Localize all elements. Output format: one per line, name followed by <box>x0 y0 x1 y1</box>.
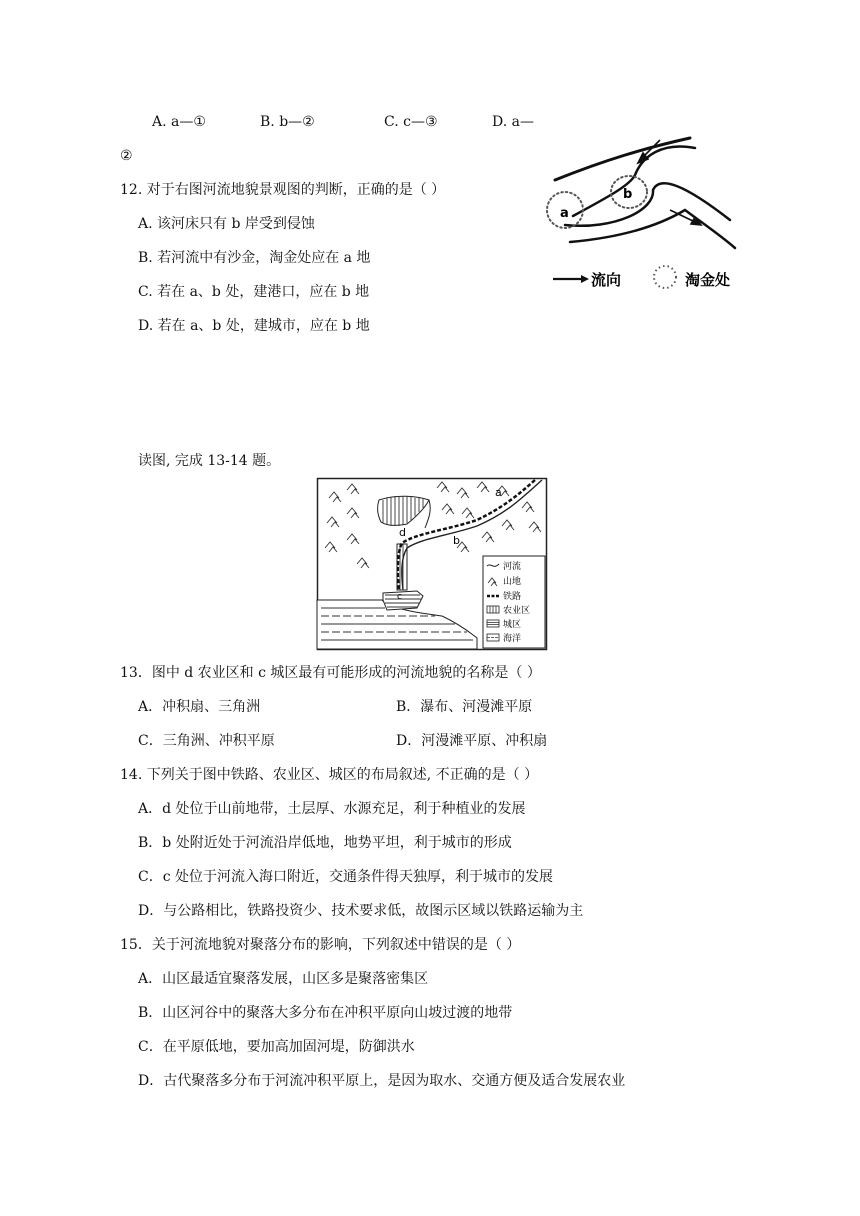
q11-option-b: B. b—② <box>260 114 315 130</box>
figure-label-a: a <box>560 206 569 221</box>
legend-mountain: 山地 <box>503 577 522 587</box>
legend-city: 城区 <box>503 620 522 630</box>
legend-flow-label: 流向 <box>591 271 622 289</box>
city-area-c <box>383 591 423 610</box>
q11-option-d: D. a— <box>492 114 534 130</box>
q15-option-c: C．在平原低地，要加高加固河堤，防御洪水 <box>138 1039 415 1055</box>
legend-gold-icon <box>654 266 676 288</box>
q12-option-a: A. 该河床只有 b 岸受到侵蚀 <box>138 216 315 232</box>
legend-agri: 农业区 <box>503 606 531 616</box>
q14-option-b: B．b 处附近处于河流沿岸低地，地势平坦，利于城市的形成 <box>138 835 512 851</box>
map-legend <box>483 556 545 648</box>
river-meander-figure <box>535 130 755 300</box>
river-bank-lower <box>570 210 735 248</box>
legend-ocean: 海洋 <box>503 634 522 644</box>
q15-stem: 15．关于河流地貌对聚落分布的影响，下列叙述中错误的是（ ） <box>120 937 521 953</box>
q14-option-a: A．d 处位于山前地带，土层厚、水源充足，利于种植业的发展 <box>138 801 526 817</box>
q15-option-d: D．古代聚落多分布于河流冲积平原上，是因为取水、交通方便及适合发展农业 <box>138 1073 626 1089</box>
q13-option-a: A．冲积扇、三角洲 <box>138 699 261 715</box>
q11-option-d-continued: ② <box>120 148 133 164</box>
section-intro: 读图, 完成 13-14 题。 <box>138 453 281 469</box>
q13-stem: 13．图中 d 农业区和 c 城区最有可能形成的河流地貌的名称是（ ） <box>120 665 541 681</box>
legend-river: 河流 <box>503 562 522 572</box>
q13-option-c: C．三角洲、冲积平原 <box>138 733 275 749</box>
figure-label-b: b <box>623 187 633 202</box>
q15-option-a: A．山区最适宜聚落发展，山区多是聚落密集区 <box>138 971 429 987</box>
q12-option-c: C. 若在 a、b 处，建港口，应在 b 地 <box>138 284 370 300</box>
q14-stem: 14. 下列关于图中铁路、农业区、城区的布局叙述, 不正确的是（ ） <box>120 767 539 783</box>
map-label-d: d <box>399 526 406 539</box>
q13-option-b: B．瀑布、河漫滩平原 <box>396 699 533 715</box>
q12-option-d: D. 若在 a、b 处，建城市，应在 b 地 <box>138 318 370 334</box>
map-label-c: c <box>397 592 402 602</box>
river-bank-inner-top <box>573 147 695 216</box>
q15-option-b: B．山区河谷中的聚落大多分布在冲积平原向山坡过渡的地带 <box>138 1005 513 1021</box>
q12-stem: 12. 对于右图河流地貌景观图的判断，正确的是（ ） <box>120 182 446 198</box>
q13-option-d: D．河漫滩平原、冲积扇 <box>396 733 548 749</box>
map-label-a: a <box>495 486 502 499</box>
river-bank-outer <box>555 138 690 180</box>
river-map-figure <box>317 478 547 650</box>
legend-gold-label: 淘金处 <box>685 271 731 289</box>
q14-option-d: D．与公路相比，铁路投资少、技术要求低，故图示区域以铁路运输为主 <box>138 903 584 919</box>
map-label-b: b <box>453 534 460 547</box>
q12-option-b: B. 若河流中有沙金，淘金处应在 a 地 <box>138 250 371 266</box>
legend-railway: 铁路 <box>503 592 522 602</box>
q14-option-c: C．c 处位于河流入海口附近，交通条件得天独厚，利于城市的发展 <box>138 869 554 885</box>
q11-option-a: A. a—① <box>152 114 206 130</box>
q11-option-c: C. c—③ <box>384 114 438 130</box>
